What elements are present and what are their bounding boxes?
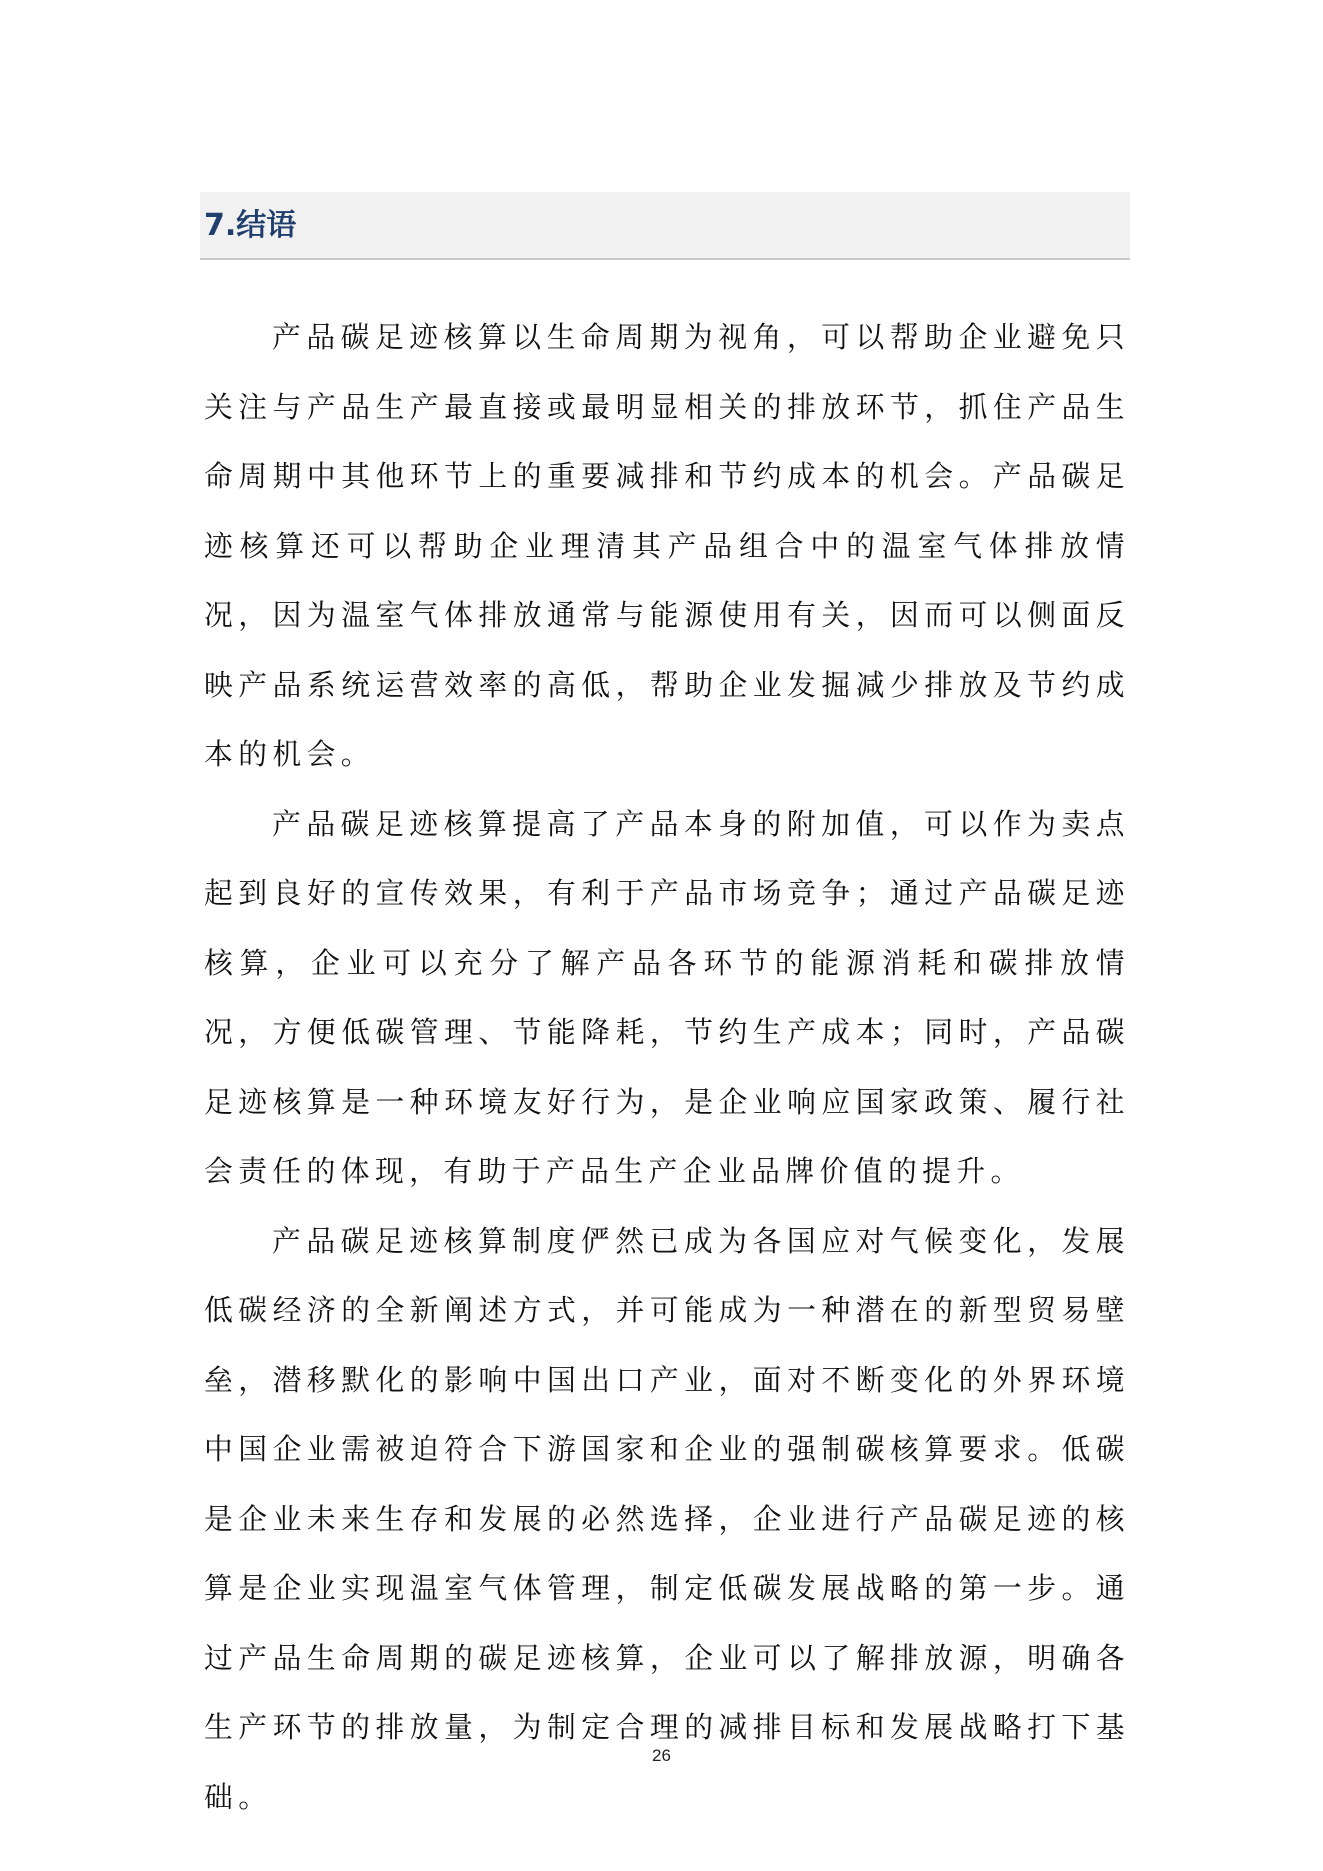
- body-text: [204, 303, 1130, 1832]
- paragraph: 产品碳足迹核算以生命周期为视角，可以帮助企业避免只关注与产品生产最直接或最明显相关的排放环节，抓住产品生命周期中其他环节上的重要减排和节约成本的机会。产品碳足迹核算还可以帮助企业理清其产品组合中的温室气体排放情况，因为温室气体排放通常与能源使用有关，因而可以侧面反映产品系统运营效率的高低，帮助企业发掘减少排放及节约成本的机会。: [204, 320, 1130, 771]
- paragraph: 产品碳足迹核算制度俨然已成为各国应对气候变化，发展低碳经济的全新阐述方式，并可能成为一种潜在的新型贸易壁垒，潜移默化的影响中国出口产业，面对不断变化的外界环境中国企业需被迫符合下游国家和企业的强制碳核算要求。低碳是企业未来生存和发展的必然选择，企业进行产品碳足迹的核算是企业实现温室气体管理，制定低碳发展战略的第一步。通过产品生命周期的碳足迹核算，企业可以了解排放源，明确各生产环节的排放量，为制定合理的减排目标和发展战略打下基础。: [204, 1223, 1130, 1814]
- paragraph: 产品碳足迹核算提高了产品本身的附加值，可以作为卖点起到良好的宣传效果，有利于产品市场竞争；通过产品碳足迹核算，企业可以充分了解产品各环节的能源消耗和碳排放情况，方便低碳管理、节能降耗，节约生产成本；同时，产品碳足迹核算是一种环境友好行为，是企业响应国家政策、履行社会责任的体现，有助于产品生产企业品牌价值的提升。: [204, 806, 1130, 1188]
- section-header-band: [200, 192, 1130, 260]
- page-number: 26: [652, 1746, 671, 1765]
- section-title: 7.结语: [204, 208, 297, 243]
